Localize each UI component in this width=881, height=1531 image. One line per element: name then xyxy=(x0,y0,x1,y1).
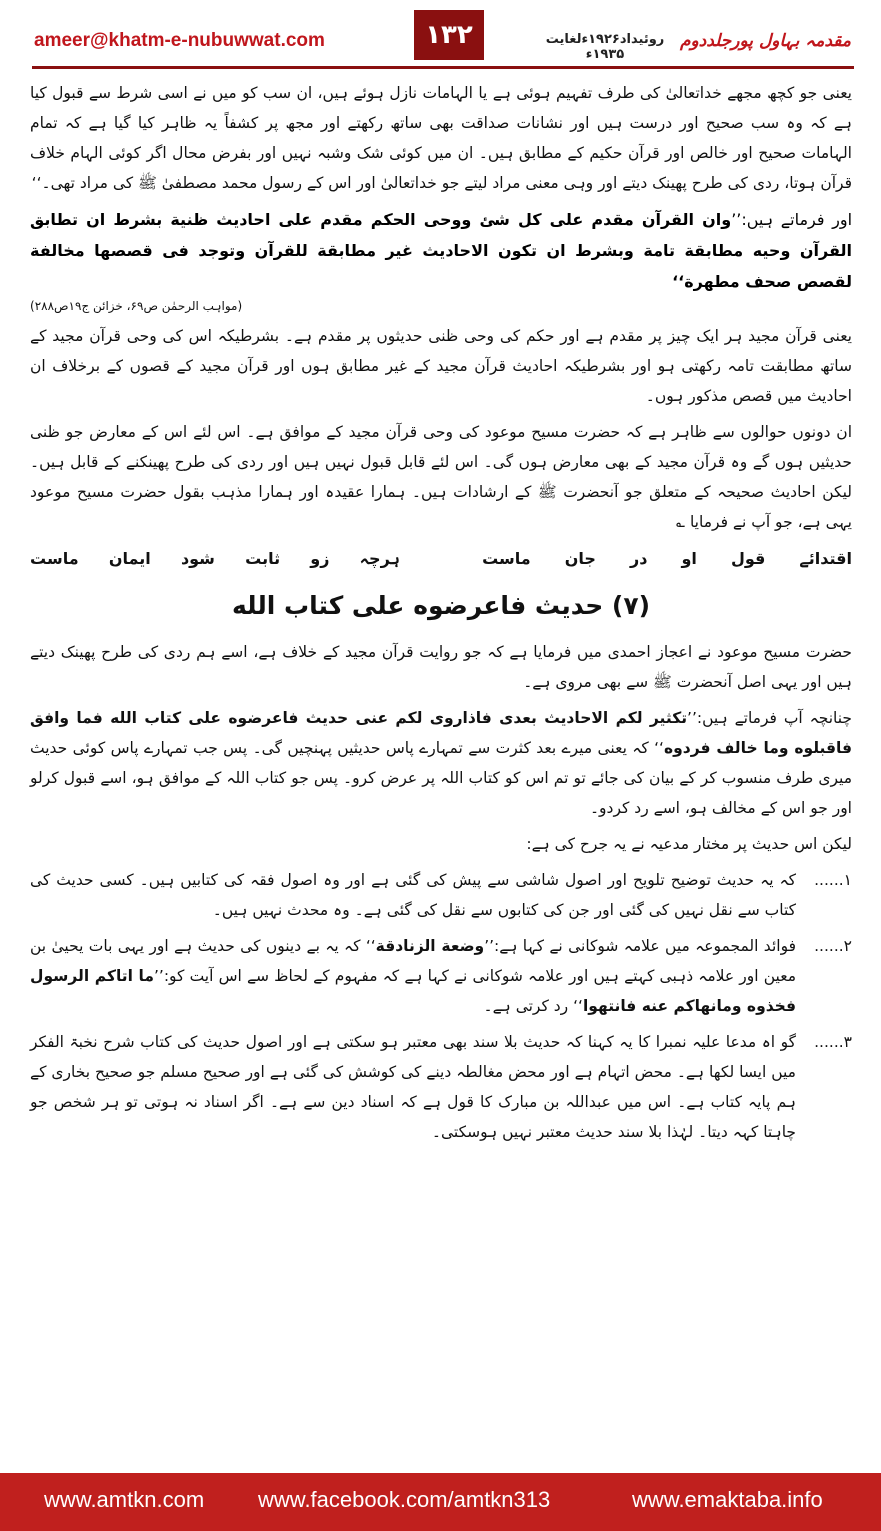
poem-word: ہرچہ xyxy=(359,549,400,568)
item-text-mid: ‘‘ کہ یہ بے دینوں کی حدیث ہے اور یہی بات یحییٰ بن معین اور علامہ ذہبی کہتے ہیں اور علامہ شوکانی نے کہا ہے کہ مفہوم کے لحاظ سے اس آیت کو:’’ xyxy=(30,937,796,985)
item-number: ۳...... xyxy=(814,1033,852,1051)
poem-word: ماست xyxy=(30,549,79,568)
couplet-second-half xyxy=(30,543,400,575)
poem-word: در xyxy=(630,549,648,568)
header-email-link[interactable]: ameer@khatm-e-nubuwwat.com xyxy=(34,30,325,51)
paragraph-3: یعنی قرآن مجید ہر ایک چیز پر مقدم ہے اور حکم کی وحی ظنی حدیثوں پر مقدم ہے۔ بشرطیکہ اس کی وحی قرآن مجید کے ساتھ مطابقت تامہ رکھتی ہو اور بشرطیکہ احادیث قرآن مجید کے غیر مطابق ہوں اور قرآن مجید کے قصوں کے برخلاف ان احادیث میں قصص مذکور ہوں۔ xyxy=(30,327,852,405)
item-text-lead: فوائد المجموعہ میں علامہ شوکانی نے کہا ہے:’’ xyxy=(484,937,796,955)
poem-word: زو xyxy=(310,549,330,568)
item-text: گو اہ مدعا علیہ نمبرا کا یہ کہنا کہ حدیث بلا سند بھی معتبر ہو سکتی ہے اور اصول حدیث کی کتاب شرح نخبۃ الفکر میں ایسا لکھا ہے۔ محض اتہام ہے اور محض مغالطہ دینے کی کوشش کی گئی ہے اور صحیح مسلم جو صحیح بخاری کے ہم پایہ کتاب ہے۔ اس میں عبداللہ بن مبارک کا قول ہے کہ اسناد دین سے ہے۔ اگر اسناد نہ ہوتی تو ہر شخص جو چاہتا کہہ دیتا۔ لہٰذا بلا سند حدیث معتبر نہیں ہوسکتی۔ xyxy=(30,1033,796,1141)
poem-word: ایمان xyxy=(108,549,151,568)
persian-couplet xyxy=(30,543,852,575)
poem-word: قول xyxy=(730,549,766,568)
poem-word: او xyxy=(681,549,697,568)
arabic-text: وان القرآن مقدم علی کل شئ ووحی الحکم مقدم علی احادیث ظنیة بشرط ان تطابق القرآن وحیه مطابقة تامة وبشرط ان تکون الاحادیث غیر مطابقة للقرآن وتوجد فی قصصها مخالفة لقصص صحف مطهرة‘‘ xyxy=(30,210,852,291)
translation-text: ‘‘ کہ یعنی میرے بعد کثرت سے تمہارے پاس حدیثیں پہنچیں گی۔ پس جب تمہارے پاس کوئی حدیث میری طرف منسوب کر کے بیان کی جائے تو تم اس کو کتاب اللہ پر عرض کرو۔ پس جو کتاب اللہ کے موافق ہو، اسے قبول کرلو اور جو اس کے مخالف ہو، اسے رد کردو۔ xyxy=(30,739,852,817)
quote-lead: چنانچہ آپ فرماتے ہیں:’’ xyxy=(687,709,852,727)
paragraph-7: لیکن اس حدیث پر مختار مدعیہ نے یہ جرح کی ہے: xyxy=(526,835,852,853)
arabic-hadith: تکثیر لکم الاحادیث بعدی فاذاروی لکم عنی حدیث فاعرضوه علی کتاب الله فما وافق فاقبلوه وما خالف فردوه xyxy=(30,709,852,757)
arabic-quote-1 xyxy=(30,204,852,297)
quote-lead: اور فرماتے ہیں:’’ xyxy=(731,210,853,229)
poem-word: ماست xyxy=(482,549,531,568)
arabic-verse: ما اتاکم الرسول فخذوه ومانهاکم عنه فانتهوا xyxy=(30,967,796,1015)
poem-word: اقتدائے xyxy=(799,549,852,568)
item-text xyxy=(30,931,796,1021)
objection-item-2 xyxy=(30,931,852,1021)
header-divider xyxy=(32,66,854,69)
item-number: ۱...... xyxy=(814,871,852,889)
item-text: کہ یہ حدیث توضیح تلویح اور اصول شاشی سے پیش کی گئی ہے اور وہ اصول فقہ کی کتابیں ہیں۔ کسی حدیث کی کتاب سے نقل نہیں کی گئی اور جن کی کتابوں سے نقل کی گئی ہے۔ وہ محدث نہیں ہیں۔ xyxy=(30,871,796,919)
book-title: مقدمہ بہاول پورجلددوم xyxy=(679,31,851,51)
objection-item-1 xyxy=(30,865,852,925)
item-text-end: ‘‘ رد کرتی ہے۔ xyxy=(483,997,583,1015)
poem-word: جان xyxy=(564,549,596,568)
couplet-first-half xyxy=(482,543,852,575)
page-footer xyxy=(0,1473,881,1531)
page-number-badge: ۱۳۲ xyxy=(414,10,484,60)
header-subtitle: روئیداد۱۹۲۶ءلغایت ۱۹۳۵ء xyxy=(545,32,665,62)
footer-link-emaktaba[interactable]: www.emaktaba.info xyxy=(632,1487,823,1512)
paragraph-4: ان دونوں حوالوں سے ظاہر ہے کہ حضرت مسیح موعود کی وحی قرآن مجید کے موافق ہے۔ اس لئے اس کے معارض جو ظنی حدیثیں ہوں گے وہ قرآن مجید کے بھی معارض ہوں گی۔ اس لئے قابل قبول نہیں ہیں اور ردی کی طرح پھینکنے کے قابل ہیں۔ لیکن احادیث صحیحہ کے متعلق جو آنحضرت ﷺ کے ارشادات ہیں۔ ہمارا عقیدہ اور ہمارا مذہب بقول حضرت مسیح موعود یہی ہے، جو آپ نے فرمایا ؎ xyxy=(30,423,852,531)
paragraph-6 xyxy=(30,703,852,823)
reference-citation: (مواہب الرحمٰن ص۶۹، خزائن ج۱۹ص۲۸۸) xyxy=(30,299,243,313)
paragraph-5: حضرت مسیح موعود نے اعجاز احمدی میں فرمایا ہے کہ جو روایت قرآن مجید کے خلاف ہے، اسے ہم ردی کی طرح پھینک دیتے ہیں اور یہی اصل آنحضرت ﷺ سے بھی مروی ہے۔ xyxy=(30,643,852,691)
objection-item-3 xyxy=(30,1027,852,1147)
footer-link-facebook[interactable]: www.facebook.com/amtkn313 xyxy=(258,1487,551,1512)
paragraph-1: یعنی جو کچھ مجھے خداتعالیٰ کی طرف تفہیم ہوئی ہے یا الہامات نازل ہوئے ہیں، ان سب کو میں نے اسی شرط سے قبول کیا ہے کہ وہ سب صحیح اور درست ہیں اور نشانات صداقت بھی ساتھ رکھتے اور مجھ پر کشفاً یہ ظاہر کیا گیا ہے کہ تمام الہامات صحیح اور خالص اور قرآن حکیم کے مطابق ہیں۔ ان میں کوئی شک وشبہ نہیں اور بفرض محال اگر کوئی الہام خلاف قرآن ہوتا، ردی کی طرح پھینک دیتے اور وہی معنی مراد لیتے جو خداتعالیٰ اور اس کے رسول محمد مصطفیٰ ﷺ کی مراد تھی۔‘‘ xyxy=(30,84,852,192)
item-number: ۲...... xyxy=(814,937,852,955)
section-heading: (۷) حدیث فاعرضوه علی کتاب الله xyxy=(231,591,651,620)
poem-word: شود xyxy=(180,549,215,568)
page-header xyxy=(0,0,881,70)
page-content xyxy=(30,78,852,1153)
poem-word: ثابت xyxy=(245,549,281,568)
footer-link-amtkn[interactable]: www.amtkn.com xyxy=(44,1487,205,1512)
arabic-phrase: وضعة الزنادقة xyxy=(375,937,485,955)
